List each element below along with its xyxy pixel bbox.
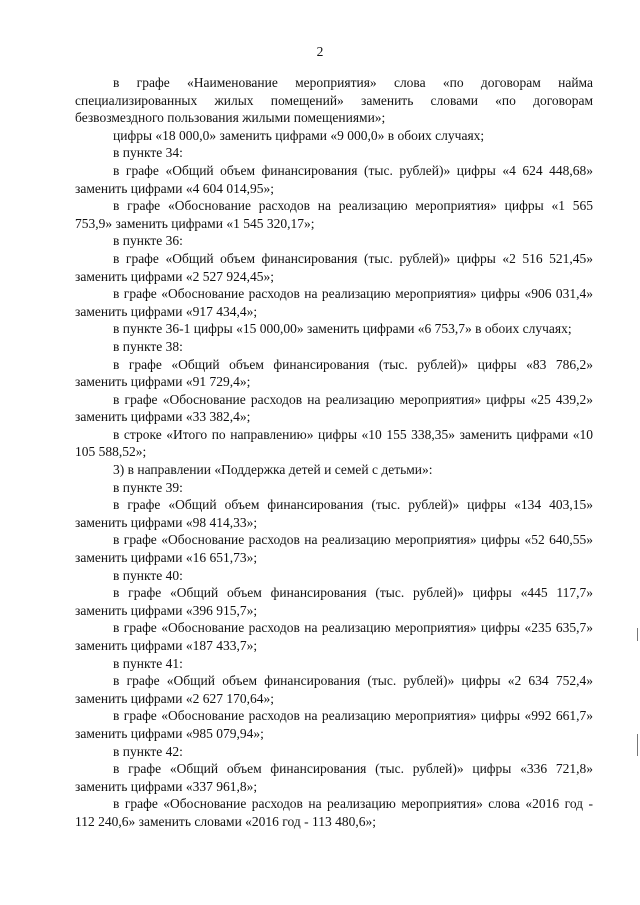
paragraph: в графе «Общий объем финансирования (тыс. рублей)» цифры «336 721,8» заменить цифрами «337 961,8»; [75,761,593,794]
paragraph: в графе «Общий объем финансирования (тыс. рублей)» цифры «83 786,2» заменить цифрами «91 729,4»; [75,356,593,390]
paragraph: в графе «Обоснование расходов на реализацию мероприятия» цифры «235 635,7» заменить цифрами «187 433,7»; [75,620,593,653]
paragraph: в пункте 34: [113,145,183,161]
paragraph: в графе «Общий объем финансирования (тыс. рублей)» цифры «2 516 521,45» заменить цифрами «2 527 924,45»; [75,250,593,284]
paragraph: 3) в направлении «Поддержка детей и семей с детьми»: [113,462,433,478]
paragraph: в графе «Общий объем финансирования (тыс. рублей)» цифры «2 634 752,4» заменить цифрами «2 627 170,64»; [75,673,593,706]
paragraph: в пункте 36-1 цифры «15 000,00» заменить цифрами «6 753,7» в обоих случаях; [113,321,572,337]
paragraph: в графе «Обоснование расходов на реализацию мероприятия» цифры «906 031,4» заменить цифрами «917 434,4»; [75,286,593,319]
scan-edge-mark [637,628,638,641]
paragraph: в пункте 40: [113,567,183,583]
paragraph: в графе «Общий объем финансирования (тыс. рублей)» цифры «134 403,15» заменить цифрами «98 414,33»; [75,497,593,530]
paragraph: в графе «Обоснование расходов на реализацию мероприятия» цифры «1 565 753,9» заменить цифрами «1 545 320,17»; [75,198,593,231]
paragraph: в графе «Обоснование расходов на реализацию мероприятия» цифры «52 640,55» заменить цифрами «16 651,73»; [75,532,593,566]
paragraph: в графе «Обоснование расходов на реализацию мероприятия» цифры «25 439,2» заменить цифрами «33 382,4»; [75,391,593,425]
paragraph: в графе «Общий объем финансирования (тыс. рублей)» цифры «4 624 448,68» заменить цифрами «4 604 014,95»; [75,162,593,196]
paragraph: в пункте 36: [113,233,183,249]
paragraph: в графе «Наименование мероприятия» слова «по договорам найма специализированных жилых помещений» заменить словами «по договорам безвозмездного пользования жилыми помещениями»; [75,75,593,126]
paragraph: в графе «Обоснование расходов на реализацию мероприятия» слова «2016 год - 112 240,6» заменить словами «2016 год - 113 480,6»; [75,796,593,829]
paragraph: в пункте 39: [113,479,183,495]
document-body [75,74,593,831]
paragraph: в графе «Обоснование расходов на реализацию мероприятия» цифры «992 661,7» заменить цифрами «985 079,94»; [75,708,593,741]
paragraph: цифры «18 000,0» заменить цифрами «9 000,0» в обоих случаях; [113,127,485,143]
paragraph: в пункте 41: [113,655,183,671]
page-number: 2 [316,44,324,59]
paragraph: в пункте 42: [113,743,183,759]
paragraph: в строке «Итого по направлению» цифры «10 155 338,35» заменить цифрами «10 105 588,52»; [75,426,593,460]
paragraph: в пункте 38: [113,338,183,354]
paragraph: в графе «Общий объем финансирования (тыс. рублей)» цифры «445 117,7» заменить цифрами «396 915,7»; [75,585,593,618]
scan-edge-mark [637,734,638,756]
